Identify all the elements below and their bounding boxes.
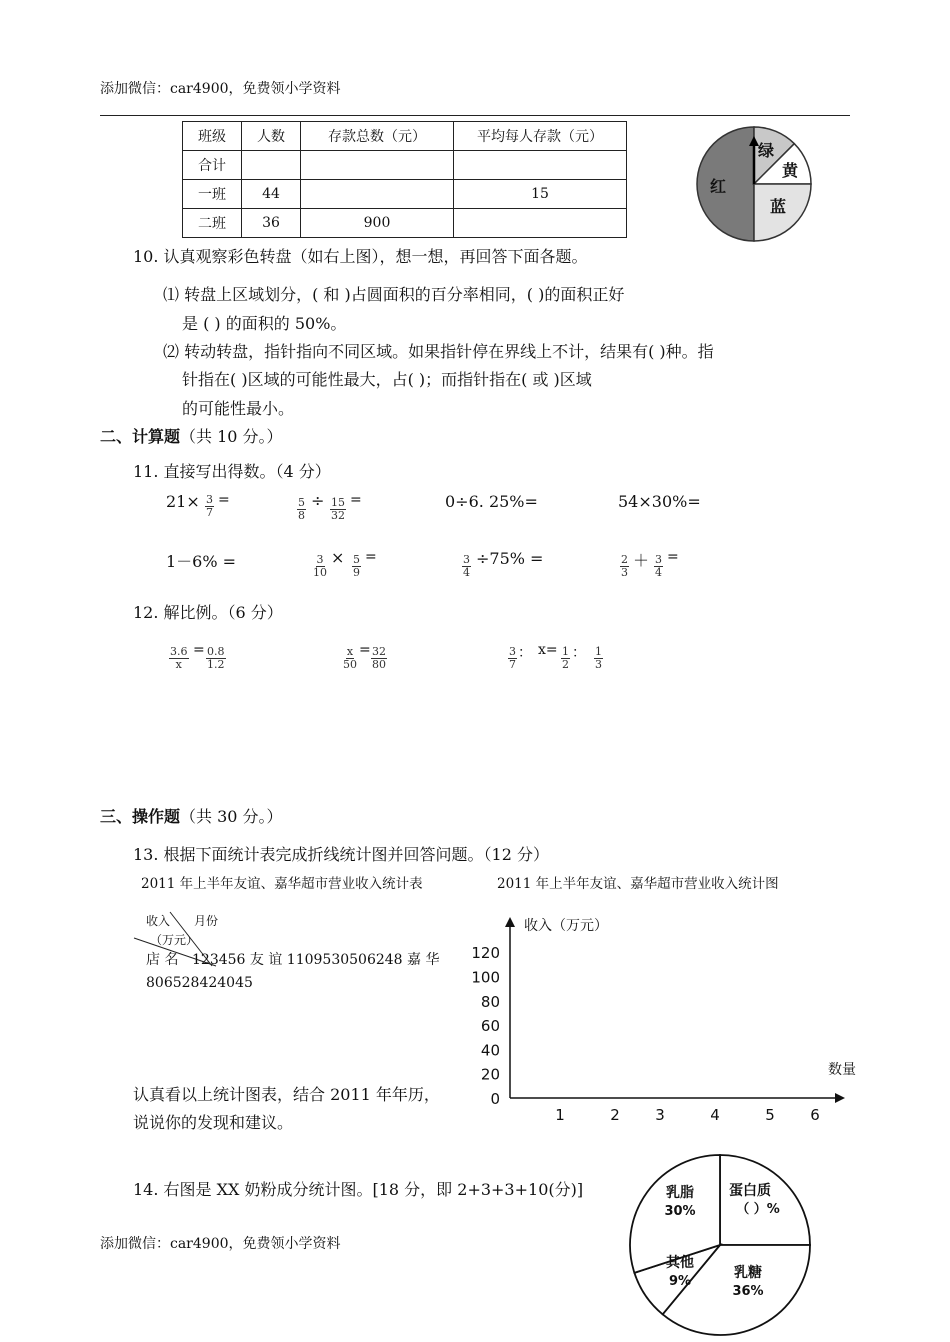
table-cell bbox=[242, 151, 301, 180]
pie-slice-value: 30% bbox=[664, 1204, 696, 1219]
q13-data-line1: 123456 友 谊 1109530506248 嘉 华 bbox=[192, 952, 440, 968]
equals-sign: = bbox=[218, 492, 230, 508]
pie-slice-value: 36% bbox=[732, 1284, 764, 1299]
equals-sign: = bbox=[350, 492, 362, 508]
x-axis-label: 数量 bbox=[828, 1062, 856, 1078]
denominator: 50 bbox=[343, 658, 357, 671]
denominator: 2 bbox=[562, 658, 569, 671]
denominator: 7 bbox=[509, 658, 516, 671]
numerator: 15 bbox=[331, 496, 345, 509]
numerator: 3 bbox=[206, 493, 213, 506]
table-header-cell: 平均每人存款（元） bbox=[454, 122, 627, 151]
equals-sign: = bbox=[359, 642, 371, 658]
table-cell: 36 bbox=[242, 209, 301, 238]
numerator: 1 bbox=[562, 645, 569, 658]
x-tick-label: 3 bbox=[655, 1106, 665, 1124]
table-cell: 900 bbox=[301, 209, 454, 238]
corner-month: 月份 bbox=[194, 914, 219, 928]
fraction bbox=[206, 646, 226, 671]
q11-e7-suffix: ÷75% = bbox=[476, 549, 544, 568]
denominator: 1.2 bbox=[207, 658, 225, 671]
times-sign: × bbox=[331, 548, 345, 567]
pie-slice-label: 乳脂 bbox=[666, 1185, 694, 1201]
table-header-cell: 存款总数（元） bbox=[301, 122, 454, 151]
q14-title: 14. 右图是 XX 奶粉成分统计图。[18 分，即 2+3+3+10(分)] bbox=[133, 1180, 584, 1199]
y-tick-label: 0 bbox=[490, 1090, 500, 1108]
footer-note: 添加微信：car4900，免费领小学资料 bbox=[100, 1236, 341, 1252]
denominator: 32 bbox=[331, 509, 345, 522]
equals-sign: = bbox=[667, 549, 679, 565]
numerator: 0.8 bbox=[207, 645, 225, 658]
q13-question-line1: 认真看以上统计图表，结合 2011 年年历， bbox=[133, 1085, 440, 1104]
corner-income: 收入 bbox=[146, 914, 171, 928]
q13-chart-caption: 2011 年上半年友谊、嘉华超市营业收入统计图 bbox=[497, 876, 779, 892]
corner-unit: （万元） bbox=[150, 933, 199, 947]
y-tick-label: 120 bbox=[471, 944, 500, 963]
plus-sign: ＋ bbox=[633, 551, 650, 570]
numerator: 3 bbox=[463, 553, 470, 566]
pie-slice-value: 9% bbox=[668, 1274, 692, 1289]
denominator: 4 bbox=[463, 566, 470, 579]
q10-p2-line1: ⑵ 转动转盘，指针指向不同区域。如果指针停在界线上不计，结果有( )种。指 bbox=[163, 342, 714, 361]
y-tick-label: 40 bbox=[480, 1041, 500, 1060]
table-cell bbox=[301, 180, 454, 209]
fraction bbox=[342, 646, 358, 671]
milk-pie-chart bbox=[626, 1151, 816, 1341]
table-cell: 二班 bbox=[183, 209, 242, 238]
table-cell: 15 bbox=[454, 180, 627, 209]
q11-title: 11. 直接写出得数。（4 分） bbox=[133, 462, 331, 481]
q11-e5: 1－6% = bbox=[166, 552, 237, 571]
pie-slice bbox=[720, 1155, 810, 1245]
x-tick-label: 4 bbox=[710, 1106, 720, 1124]
section2-heading bbox=[100, 424, 283, 447]
fraction bbox=[169, 646, 189, 671]
section2-note: （共 10 分。） bbox=[180, 427, 283, 446]
q10-p1-line2: 是 ( ) 的面积的 50%。 bbox=[182, 314, 347, 333]
pie-slice-label: 蛋白质 bbox=[729, 1183, 771, 1199]
q12-title: 12. 解比例。（6 分） bbox=[133, 603, 283, 622]
x-equals: x= bbox=[538, 642, 558, 658]
color-spinner bbox=[692, 122, 816, 246]
section3-heading bbox=[100, 804, 283, 827]
q10-p2-line2: 针指在( )区域的可能性最大，占( )；而指针指在( 或 )区域 bbox=[182, 370, 592, 389]
q11-e1-prefix: 21× bbox=[166, 492, 200, 511]
numerator: 3 bbox=[509, 645, 516, 658]
numerator: 1 bbox=[595, 645, 602, 658]
equals-sign: = bbox=[193, 642, 205, 658]
numerator: 5 bbox=[298, 496, 305, 509]
spinner-label-green: 绿 bbox=[758, 141, 775, 160]
equals-sign: = bbox=[365, 549, 377, 565]
table-cell: 44 bbox=[242, 180, 301, 209]
fraction bbox=[462, 554, 471, 579]
denominator: 9 bbox=[353, 566, 360, 579]
denominator: 7 bbox=[206, 506, 213, 519]
x-axis-arrow bbox=[835, 1093, 845, 1103]
fraction bbox=[620, 554, 629, 579]
fraction bbox=[205, 494, 214, 519]
table-cell: 一班 bbox=[183, 180, 242, 209]
q10-p1-line1: ⑴ 转盘上区域划分，( 和 )占圆面积的百分率相同，( )的面积正好 bbox=[163, 285, 625, 304]
q10-p2-line3: 的可能性最小。 bbox=[182, 399, 295, 418]
spinner-label-red: 红 bbox=[710, 177, 727, 196]
q13-data-line2: 806528424045 bbox=[146, 975, 253, 991]
table-cell bbox=[301, 151, 454, 180]
colon-sign: ： bbox=[518, 645, 532, 661]
fraction bbox=[594, 646, 603, 671]
pie-slice-label: 乳糖 bbox=[734, 1265, 762, 1281]
numerator: 5 bbox=[353, 553, 360, 566]
denominator: 4 bbox=[655, 566, 662, 579]
line-chart bbox=[470, 905, 860, 1125]
colon-sign: ： bbox=[572, 645, 586, 661]
table-row bbox=[183, 209, 627, 238]
q11-e4: 54×30%= bbox=[618, 492, 701, 511]
x-tick-label: 5 bbox=[765, 1106, 775, 1124]
spinner-label-yellow: 黄 bbox=[782, 161, 799, 180]
fraction bbox=[330, 497, 346, 522]
savings-table bbox=[182, 121, 627, 238]
spinner-label-blue: 蓝 bbox=[770, 197, 787, 216]
corner-store: 店 名 bbox=[146, 952, 179, 968]
table-row bbox=[183, 151, 627, 180]
table-header-cell: 人数 bbox=[242, 122, 301, 151]
pie-slice-value: （ ）% bbox=[736, 1202, 780, 1217]
table-header-row bbox=[183, 122, 627, 151]
numerator: 2 bbox=[621, 553, 628, 566]
numerator: 3.6 bbox=[170, 645, 188, 658]
pie-slice-label: 其他 bbox=[666, 1255, 694, 1271]
denominator: 10 bbox=[313, 566, 327, 579]
fraction bbox=[352, 554, 361, 579]
numerator: x bbox=[346, 645, 354, 658]
q13-title: 13. 根据下面统计表完成折线统计图并回答问题。（12 分） bbox=[133, 845, 549, 864]
denominator: x bbox=[175, 658, 182, 671]
fraction bbox=[561, 646, 570, 671]
fraction bbox=[312, 554, 328, 579]
fraction bbox=[297, 497, 306, 522]
y-tick-label: 80 bbox=[480, 992, 500, 1011]
denominator: 3 bbox=[621, 566, 628, 579]
table-cell bbox=[454, 209, 627, 238]
numerator: 32 bbox=[372, 645, 386, 658]
q10-title: 10. 认真观察彩色转盘（如右上图），想一想，再回答下面各题。 bbox=[133, 247, 588, 266]
fraction bbox=[371, 646, 387, 671]
q13-table-caption: 2011 年上半年友谊、嘉华超市营业收入统计表 bbox=[141, 876, 423, 892]
q13-question-line2: 说说你的发现和建议。 bbox=[133, 1113, 294, 1132]
table-cell bbox=[454, 151, 627, 180]
y-axis-arrow bbox=[505, 917, 515, 927]
y-tick-label: 60 bbox=[480, 1017, 500, 1036]
table-cell: 合计 bbox=[183, 151, 242, 180]
denominator: 3 bbox=[595, 658, 602, 671]
y-axis-label: 收入（万元） bbox=[524, 918, 608, 934]
section3-title: 三、操作题 bbox=[100, 807, 181, 826]
fraction bbox=[654, 554, 663, 579]
y-tick-label: 20 bbox=[480, 1065, 500, 1084]
section3-note: （共 30 分。） bbox=[180, 807, 283, 826]
section2-title: 二、计算题 bbox=[100, 427, 181, 446]
table-header-cell: 班级 bbox=[183, 122, 242, 151]
x-tick-label: 2 bbox=[610, 1106, 620, 1124]
y-tick-label: 100 bbox=[471, 968, 500, 987]
header-rule bbox=[100, 115, 850, 116]
denominator: 80 bbox=[372, 658, 386, 671]
fraction bbox=[508, 646, 517, 671]
numerator: 3 bbox=[316, 553, 324, 566]
header-note: 添加微信：car4900，免费领小学资料 bbox=[100, 81, 341, 97]
x-tick-label: 6 bbox=[810, 1106, 820, 1124]
x-tick-label: 1 bbox=[555, 1106, 565, 1124]
numerator: 3 bbox=[655, 553, 662, 566]
divide-sign: ÷ bbox=[311, 491, 325, 510]
denominator: 8 bbox=[298, 509, 305, 522]
q11-e3: 0÷6. 25%= bbox=[445, 492, 538, 511]
table-row bbox=[183, 180, 627, 209]
